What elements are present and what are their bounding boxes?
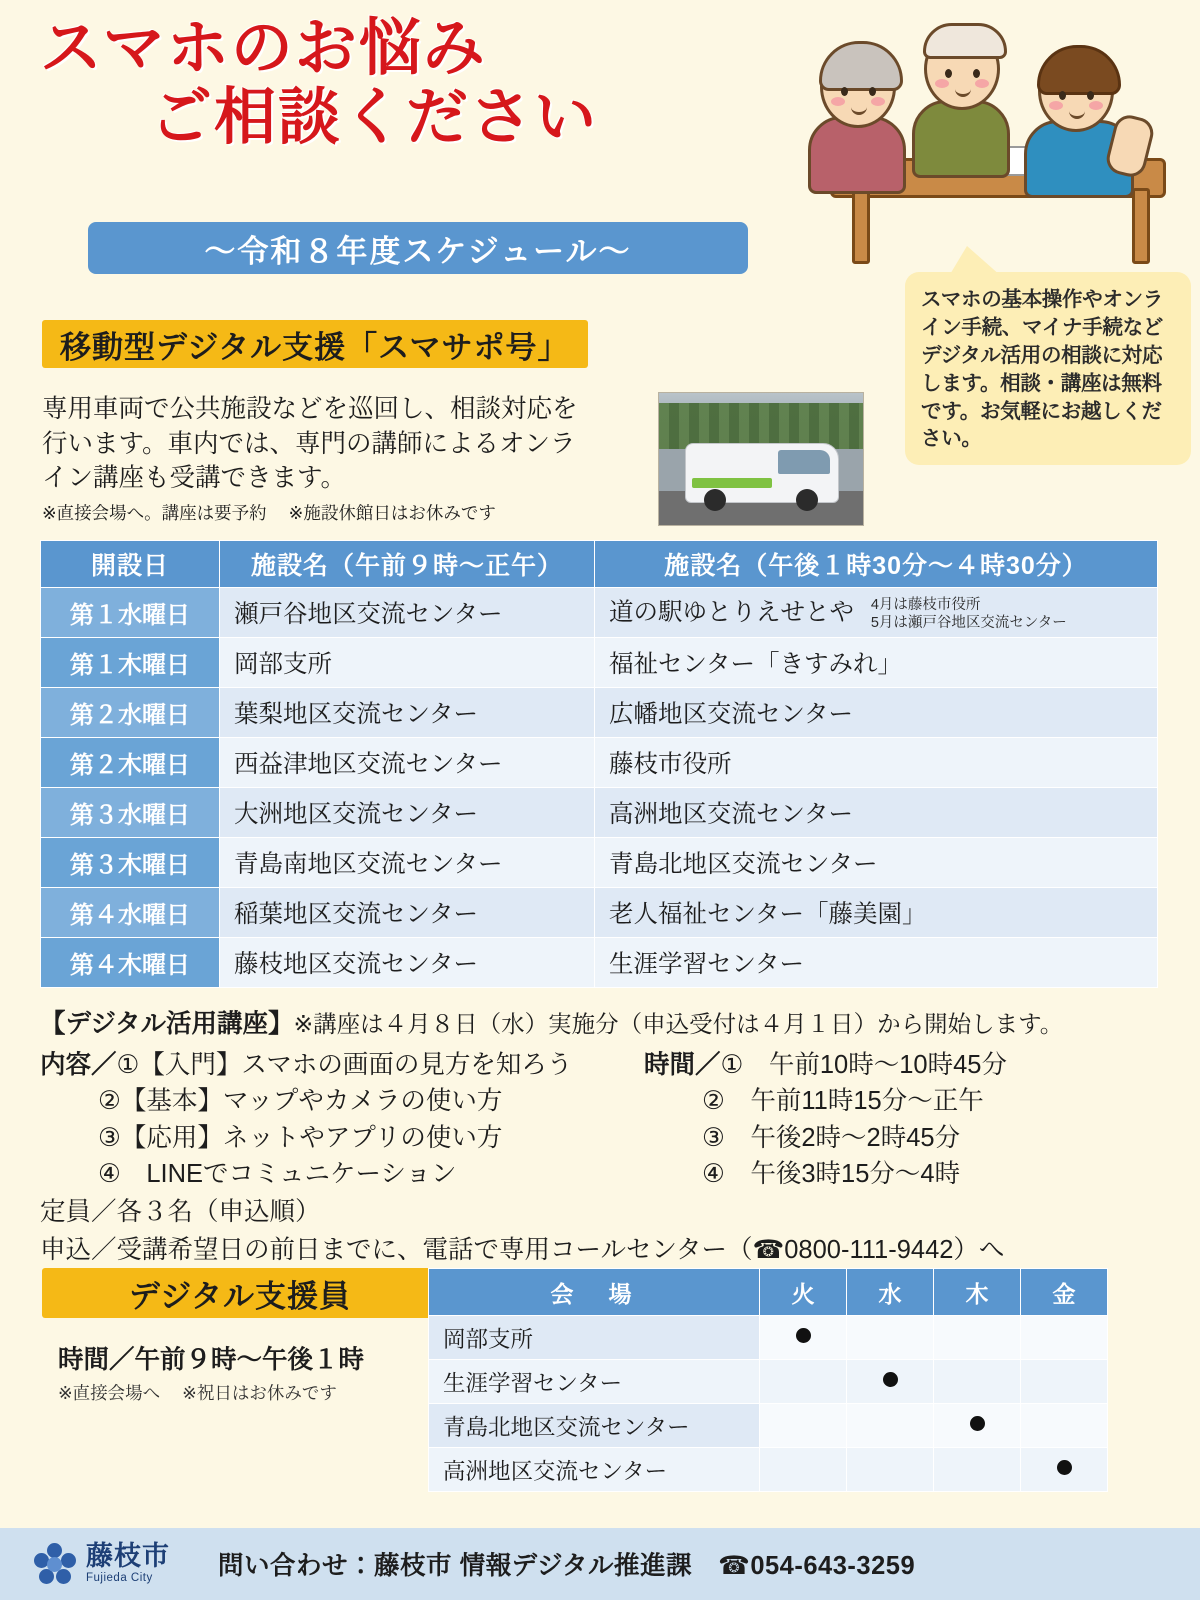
section1-body xyxy=(42,392,642,526)
course-content-1: ①【入門】スマホの画面の見方を知ろう xyxy=(116,1051,573,1080)
supporter-venue: 岡部支所 xyxy=(429,1316,760,1360)
supporter-notes xyxy=(58,1380,438,1405)
section1-note-2: ※施設休館日はお休みです xyxy=(288,503,496,524)
schedule-table xyxy=(40,540,1158,988)
supporter-header-row xyxy=(429,1269,1108,1316)
supporter-mark-fri xyxy=(1021,1404,1108,1448)
dot-icon xyxy=(970,1416,985,1431)
table-row xyxy=(429,1404,1108,1448)
city-name-jp: 藤枝市 xyxy=(86,1541,170,1572)
course-time-4: ④ 午後3時15分〜4時 xyxy=(702,1159,961,1188)
course-content-row-4 xyxy=(40,1156,644,1192)
course-content-4: ④ LINEでコミュニケーション xyxy=(98,1159,457,1188)
supporter-header-venue: 会 場 xyxy=(429,1269,760,1316)
supporter-mark-tue xyxy=(760,1316,847,1360)
supporter-mark-thu xyxy=(934,1448,1021,1492)
schedule-am: 西益津地区交流センター xyxy=(220,738,595,788)
course-capacity: 定員／各３名（申込順） xyxy=(40,1197,321,1226)
table-row xyxy=(429,1360,1108,1404)
schedule-pm: 藤枝市役所 xyxy=(595,738,1158,788)
table-row xyxy=(41,938,1158,988)
supporter-venue: 高洲地区交流センター xyxy=(429,1448,760,1492)
supporter-mark-thu xyxy=(934,1404,1021,1448)
course-title-rest: ※講座は４月８日（水）実施分（申込受付は４月１日）から開始します。 xyxy=(293,1011,1064,1037)
section2-heading-text: デジタル支援員 xyxy=(128,1278,352,1314)
table-row xyxy=(41,788,1158,838)
supporter-venue: 生涯学習センター xyxy=(429,1360,760,1404)
section-heading-digital-supporter xyxy=(42,1268,438,1318)
dot-icon xyxy=(1057,1460,1072,1475)
course-times-column xyxy=(644,1047,1144,1192)
supporter-time: 時間／午前９時〜午後１時 xyxy=(58,1346,365,1374)
section1-body-line3: イン講座も受講できます。 xyxy=(42,464,346,493)
section1-heading-text: 移動型デジタル支援「スマサポ号」 xyxy=(60,329,570,365)
schedule-day: 第３木曜日 xyxy=(41,838,220,888)
course-time-row-3 xyxy=(644,1120,1144,1156)
title-line-1: スマホのお悩み xyxy=(40,14,487,83)
supporter-note-2: ※祝日はお休みです xyxy=(182,1383,337,1403)
supporter-mark-tue xyxy=(760,1404,847,1448)
schedule-pm-note-2: 5月は瀬戸谷地区交流センター xyxy=(870,614,1067,631)
supporter-mark-fri xyxy=(1021,1448,1108,1492)
course-content-row-1 xyxy=(40,1047,644,1083)
supporter-mark-thu xyxy=(934,1360,1021,1404)
contact-info: 問い合わせ：藤枝市 情報デジタル推進課 ☎054-643-3259 xyxy=(218,1552,916,1580)
supporter-header-wed: 水 xyxy=(847,1269,934,1316)
schedule-pm: 生涯学習センター xyxy=(595,938,1158,988)
section1-note-1: ※直接会場へ。講座は要予約 xyxy=(42,503,267,524)
table-leg-right-icon xyxy=(1132,188,1150,264)
course-contents-label: 内容／ xyxy=(40,1051,117,1080)
schedule-am: 稲葉地区交流センター xyxy=(220,888,595,938)
course-time-row-1 xyxy=(644,1047,1144,1083)
supporter-mark-wed xyxy=(847,1448,934,1492)
supporter-header-tue: 火 xyxy=(760,1269,847,1316)
schedule-am: 葉梨地区交流センター xyxy=(220,688,595,738)
table-row xyxy=(41,838,1158,888)
schedule-day: 第３水曜日 xyxy=(41,788,220,838)
schedule-am: 藤枝地区交流センター xyxy=(220,938,595,988)
schedule-header-row xyxy=(41,541,1158,588)
table-row xyxy=(41,588,1158,638)
title-line-2: ご相談ください xyxy=(150,83,599,153)
table-row xyxy=(41,688,1158,738)
supporter-time-block xyxy=(58,1340,438,1405)
footer-bar xyxy=(0,1528,1200,1600)
subtitle-text: 〜令和８年度スケジュール〜 xyxy=(204,233,632,269)
schedule-am: 青島南地区交流センター xyxy=(220,838,595,888)
supporter-mark-tue xyxy=(760,1448,847,1492)
course-time-3: ③ 午後2時〜2時45分 xyxy=(702,1123,961,1152)
course-content-row-3 xyxy=(40,1120,644,1156)
schedule-day: 第４木曜日 xyxy=(41,938,220,988)
supporter-mark-wed xyxy=(847,1316,934,1360)
course-contents-column xyxy=(40,1047,644,1192)
person-staff-icon xyxy=(1038,50,1114,132)
supporter-mark-fri xyxy=(1021,1316,1108,1360)
schedule-day: 第２木曜日 xyxy=(41,738,220,788)
section-heading-mobile-support xyxy=(42,320,588,368)
schedule-pm-note xyxy=(871,596,1067,632)
table-leg-left-icon xyxy=(852,188,870,264)
callout-tail-icon xyxy=(949,246,1001,276)
supporter-header-thu: 木 xyxy=(934,1269,1021,1316)
schedule-header-pm: 施設名（午後１時30分〜４時30分） xyxy=(595,541,1158,588)
course-section xyxy=(40,1008,1160,1268)
supporter-mark-tue xyxy=(760,1360,847,1404)
course-time-2: ② 午前11時15分〜正午 xyxy=(702,1087,984,1116)
course-time-label: 時間／ xyxy=(644,1051,721,1080)
seniors-illustration xyxy=(812,18,1182,278)
supporter-mark-wed xyxy=(847,1404,934,1448)
callout-bubble xyxy=(905,272,1191,465)
city-logo xyxy=(34,1543,170,1585)
supporter-mark-thu xyxy=(934,1316,1021,1360)
table-row xyxy=(41,738,1158,788)
supporter-note-1: ※直接会場へ xyxy=(58,1383,161,1403)
schedule-pm-text: 道の駅ゆとりえせとや xyxy=(609,599,854,627)
schedule-am: 岡部支所 xyxy=(220,638,595,688)
schedule-day: 第１水曜日 xyxy=(41,588,220,638)
course-content-3: ③【応用】ネットやアプリの使い方 xyxy=(98,1123,503,1152)
schedule-pm: 高洲地区交流センター xyxy=(595,788,1158,838)
supporter-venue: 青島北地区交流センター xyxy=(429,1404,760,1448)
schedule-pm xyxy=(595,588,1158,638)
section1-notes xyxy=(42,502,642,526)
person-middle-icon xyxy=(924,28,1000,110)
supporter-mark-wed xyxy=(847,1360,934,1404)
table-row xyxy=(41,888,1158,938)
schedule-pm: 福祉センター「きすみれ」 xyxy=(595,638,1158,688)
course-title xyxy=(40,1008,1160,1041)
course-time-row-4 xyxy=(644,1156,1144,1192)
schedule-pm: 広幡地区交流センター xyxy=(595,688,1158,738)
course-time-row-2 xyxy=(644,1083,1144,1119)
section1-body-line2: 行います。車内では、専門の講師によるオンラ xyxy=(42,429,576,458)
schedule-day: 第２水曜日 xyxy=(41,688,220,738)
flower-logo-icon xyxy=(34,1543,76,1585)
schedule-pm: 老人福祉センター「藤美園」 xyxy=(595,888,1158,938)
course-title-bold: 【デジタル活用講座】 xyxy=(40,1010,294,1038)
person-left-icon xyxy=(820,46,896,128)
city-name-en: Fujieda City xyxy=(86,1572,153,1585)
schedule-header-day: 開設日 xyxy=(41,541,220,588)
schedule-day: 第４水曜日 xyxy=(41,888,220,938)
table-row xyxy=(429,1316,1108,1360)
supporter-table xyxy=(428,1268,1108,1492)
course-content-row-2 xyxy=(40,1083,644,1119)
table-row xyxy=(429,1448,1108,1492)
course-content-2: ②【基本】マップやカメラの使い方 xyxy=(98,1087,503,1116)
callout-text: スマホの基本操作やオンライン手続、マイナ手続などデジタル活用の相談に対応します。相談・講座は無料です。お気軽にお越しください。 xyxy=(921,288,1163,451)
support-van-photo xyxy=(658,392,864,526)
dot-icon xyxy=(883,1372,898,1387)
course-time-1: ① 午前10時〜10時45分 xyxy=(720,1051,1007,1080)
supporter-header-fri: 金 xyxy=(1021,1269,1108,1316)
page-title xyxy=(40,14,860,153)
dot-icon xyxy=(796,1328,811,1343)
schedule-pm: 青島北地区交流センター xyxy=(595,838,1158,888)
course-apply: 申込／受講希望日の前日までに、電話で専用コールセンター（☎0800-111-9442）へ xyxy=(40,1236,1005,1265)
table-row xyxy=(41,638,1158,688)
schedule-header-am: 施設名（午前９時〜正午） xyxy=(220,541,595,588)
schedule-pm-note-1: 4月は藤枝市役所 xyxy=(870,596,981,613)
schedule-am: 大洲地区交流センター xyxy=(220,788,595,838)
subtitle-band xyxy=(88,222,748,274)
supporter-mark-fri xyxy=(1021,1360,1108,1404)
schedule-day: 第１木曜日 xyxy=(41,638,220,688)
section1-body-line1: 専用車両で公共施設などを巡回し、相談対応を xyxy=(42,395,578,423)
schedule-am: 瀬戸谷地区交流センター xyxy=(220,588,595,638)
